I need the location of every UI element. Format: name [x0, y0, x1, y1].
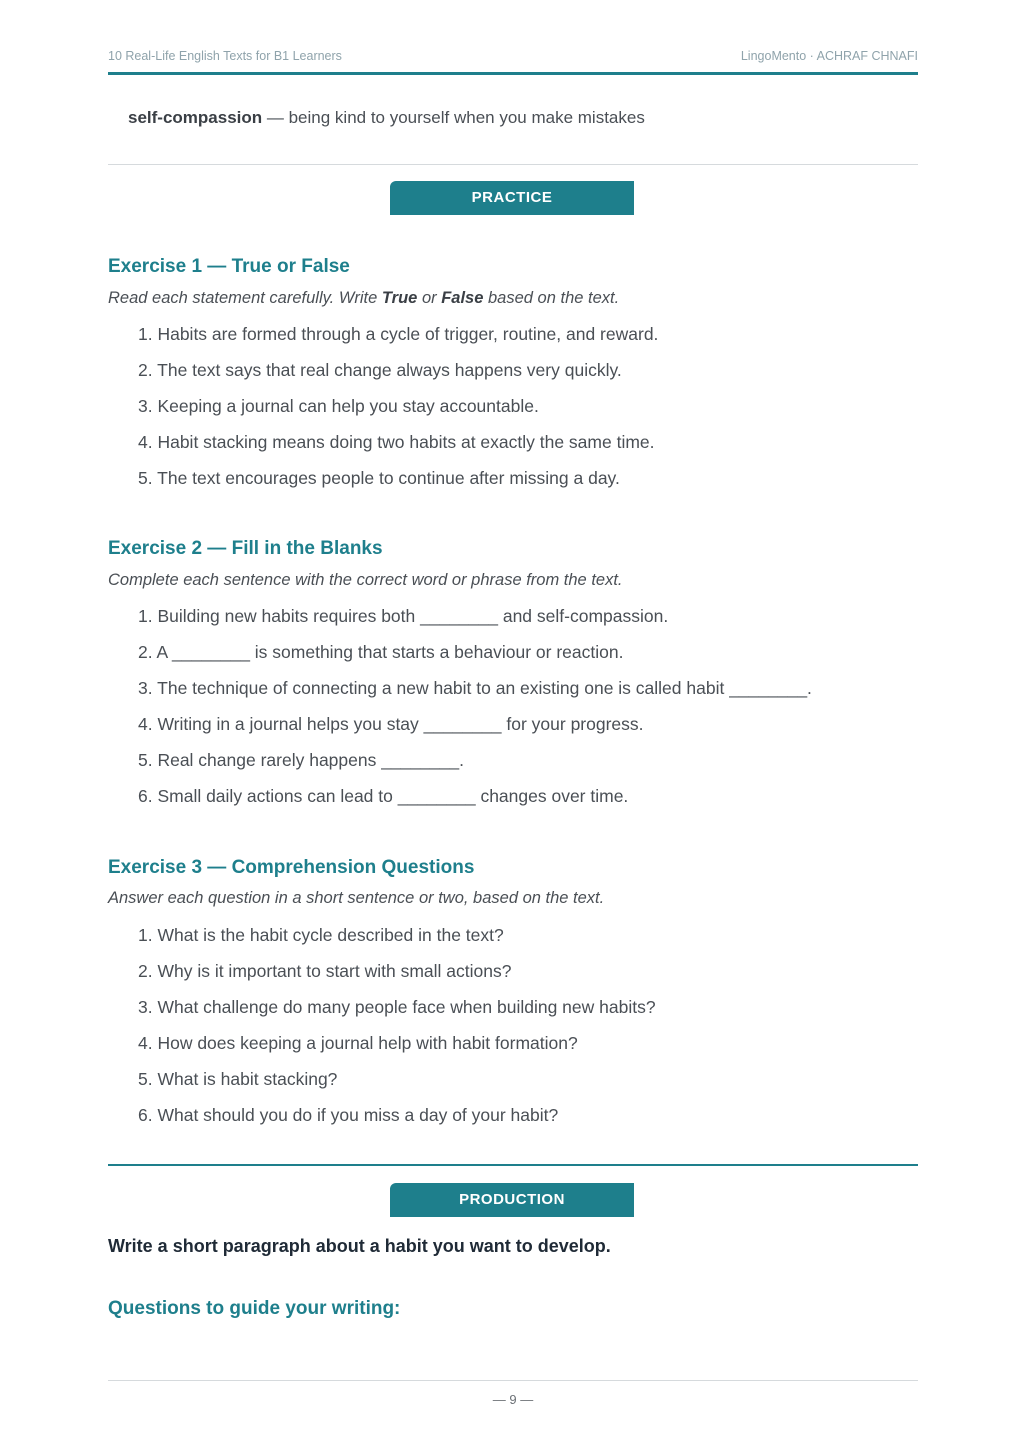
section-divider-teal — [108, 1164, 918, 1166]
exercise-2-instructions: Complete each sentence with the correct word or phrase from the text. — [108, 571, 623, 589]
exercise-3-list — [138, 924, 656, 1140]
list-item: 6. What should you do if you miss a day of your habit? — [138, 1105, 559, 1125]
exercise-1-instructions — [108, 289, 619, 308]
list-item: 6. Small daily actions can lead to ________ changes over time. — [138, 786, 629, 806]
list-item: 4. How does keeping a journal help with habit formation? — [138, 1033, 578, 1053]
list-item: 2. The text says that real change always happens very quickly. — [138, 360, 622, 380]
page-number: — 9 — — [492, 1392, 534, 1407]
vocabulary-definition: — being kind to yourself when you make mistakes — [262, 108, 645, 127]
exercise-1-list — [138, 323, 658, 503]
exercise-2-title: Exercise 2 — Fill in the Blanks — [108, 538, 383, 559]
section-divider — [108, 164, 918, 165]
list-item: 2. A ________ is something that starts a behaviour or reaction. — [138, 642, 624, 662]
exercise-3-instructions: Answer each question in a short sentence or two, based on the text. — [108, 889, 605, 907]
production-prompt: Write a short paragraph about a habit you want to develop. — [108, 1236, 611, 1256]
footer-divider — [108, 1380, 918, 1381]
list-item: 3. What challenge do many people face when building new habits? — [138, 997, 656, 1017]
exercise-3-title: Exercise 3 — Comprehension Questions — [108, 857, 475, 878]
instr-text: Read each statement carefully. Write — [108, 289, 382, 307]
header-author: LingoMento · ACHRAF CHNAFI — [740, 49, 918, 63]
exercise-2-list — [138, 605, 812, 821]
production-banner: PRODUCTION — [390, 1183, 634, 1217]
instr-text: based on the text. — [483, 289, 620, 307]
list-item: 1. Habits are formed through a cycle of trigger, routine, and reward. — [138, 324, 659, 344]
header-book-title: 10 Real-Life English Texts for B1 Learners — [108, 49, 342, 63]
list-item: 4. Writing in a journal helps you stay ________ for your progress. — [138, 714, 644, 734]
list-item: 3. Keeping a journal can help you stay accountable. — [138, 396, 539, 416]
vocabulary-entry — [128, 108, 645, 128]
list-item: 5. Real change rarely happens ________. — [138, 750, 464, 770]
list-item: 1. What is the habit cycle described in the text? — [138, 925, 504, 945]
guide-heading: Questions to guide your writing: — [108, 1298, 401, 1319]
list-item: 3. The technique of connecting a new habit to an existing one is called habit ________. — [138, 678, 812, 698]
list-item: 2. Why is it important to start with small actions? — [138, 961, 512, 981]
list-item: 1. Building new habits requires both ________ and self-compassion. — [138, 606, 669, 626]
list-item: 5. What is habit stacking? — [138, 1069, 338, 1089]
list-item: 4. Habit stacking means doing two habits at exactly the same time. — [138, 432, 655, 452]
practice-banner: PRACTICE — [390, 181, 634, 215]
list-item: 5. The text encourages people to continue after missing a day. — [138, 468, 620, 488]
vocabulary-term: self-compassion — [128, 108, 263, 127]
exercise-1-title: Exercise 1 — True or False — [108, 256, 350, 277]
header-divider — [108, 72, 918, 75]
instr-true: True — [381, 289, 418, 307]
instr-text: or — [417, 289, 442, 307]
instr-false: False — [441, 289, 484, 307]
